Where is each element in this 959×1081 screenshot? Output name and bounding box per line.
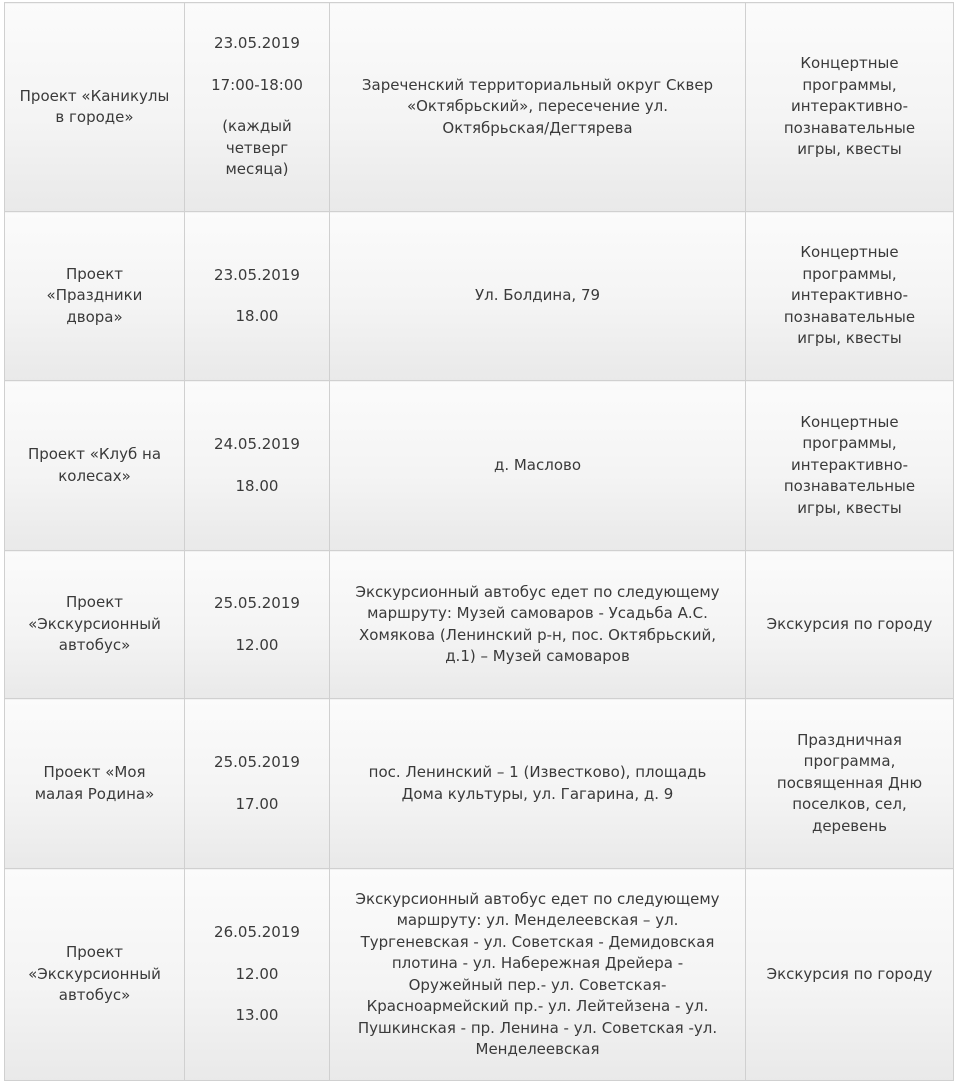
project-cell: Проект «Каникулы в городе»: [5, 3, 185, 212]
event-time: 17:00-18:00: [211, 75, 303, 94]
project-cell: Проект «Праздники двора»: [5, 212, 185, 381]
place-cell: Экскурсионный автобус едет по следующему маршруту: ул. Менделеевская – ул. Тургеневская - ул. Советская - Демидовская плотина - ул. Набережная Дрейера - Оружейный пер.- ул. Советская-Красноармейский пр.- ул. Лейтейзена - ул. Пушкинская - пр. Ленина - ул. Советская -ул. Менделеевская: [330, 869, 746, 1081]
date-cell: [185, 699, 330, 869]
place-cell: д. Маслово: [330, 381, 746, 551]
date-cell: [185, 551, 330, 699]
event-time: 12.00: [235, 635, 279, 654]
table-row: [5, 699, 954, 869]
place-cell: Ул. Болдина, 79: [330, 212, 746, 381]
event-date: 24.05.2019: [214, 435, 300, 453]
event-time: 17.00: [235, 794, 279, 813]
event-date: 23.05.2019: [214, 34, 300, 53]
table-row: [5, 212, 954, 381]
event-note: (каждый четверг месяца): [222, 117, 292, 179]
project-cell: Проект «Экскурсионный автобус»: [5, 869, 185, 1081]
date-cell: [185, 869, 330, 1081]
event-time: 18.00: [235, 307, 279, 325]
event-time-2: 13.00: [235, 1006, 279, 1025]
type-cell: Концертные программы, интерактивно-познавательные игры, квесты: [746, 3, 954, 212]
date-cell: [185, 381, 330, 551]
type-cell: Концертные программы, интерактивно-познавательные игры, квесты: [746, 212, 954, 381]
event-date: 26.05.2019: [214, 923, 300, 942]
type-cell: Праздничная программа, посвященная Дню поселков, сел, деревень: [746, 699, 954, 869]
event-time: 18.00: [235, 476, 279, 495]
events-table: [4, 2, 954, 1081]
table-row: [5, 3, 954, 212]
event-date: 25.05.2019: [214, 753, 300, 771]
table-row: [5, 381, 954, 551]
place-cell: Экскурсионный автобус едет по следующему маршруту: Музей самоваров - Усадьба А.С. Хомякова (Ленинский р-н, пос. Октябрьский, д.1) – Музей самоваров: [330, 551, 746, 699]
event-time: 12.00: [235, 964, 279, 983]
project-cell: Проект «Клуб на колесах»: [5, 381, 185, 551]
date-cell: [185, 3, 330, 212]
table-row: [5, 869, 954, 1081]
table-row: [5, 551, 954, 699]
place-cell: Зареченский территориальный округ Сквер «Октябрьский», пересечение ул. Октябрьская/Дегтярева: [330, 3, 746, 212]
type-cell: Экскурсия по городу: [746, 869, 954, 1081]
event-date: 23.05.2019: [214, 265, 300, 284]
event-date: 25.05.2019: [214, 594, 300, 612]
project-cell: Проект «Моя малая Родина»: [5, 699, 185, 869]
type-cell: Экскурсия по городу: [746, 551, 954, 699]
date-cell: [185, 212, 330, 381]
project-cell: Проект «Экскурсионный автобус»: [5, 551, 185, 699]
type-cell: Концертные программы, интерактивно-познавательные игры, квесты: [746, 381, 954, 551]
place-cell: пос. Ленинский – 1 (Известково), площадь Дома культуры, ул. Гагарина, д. 9: [330, 699, 746, 869]
